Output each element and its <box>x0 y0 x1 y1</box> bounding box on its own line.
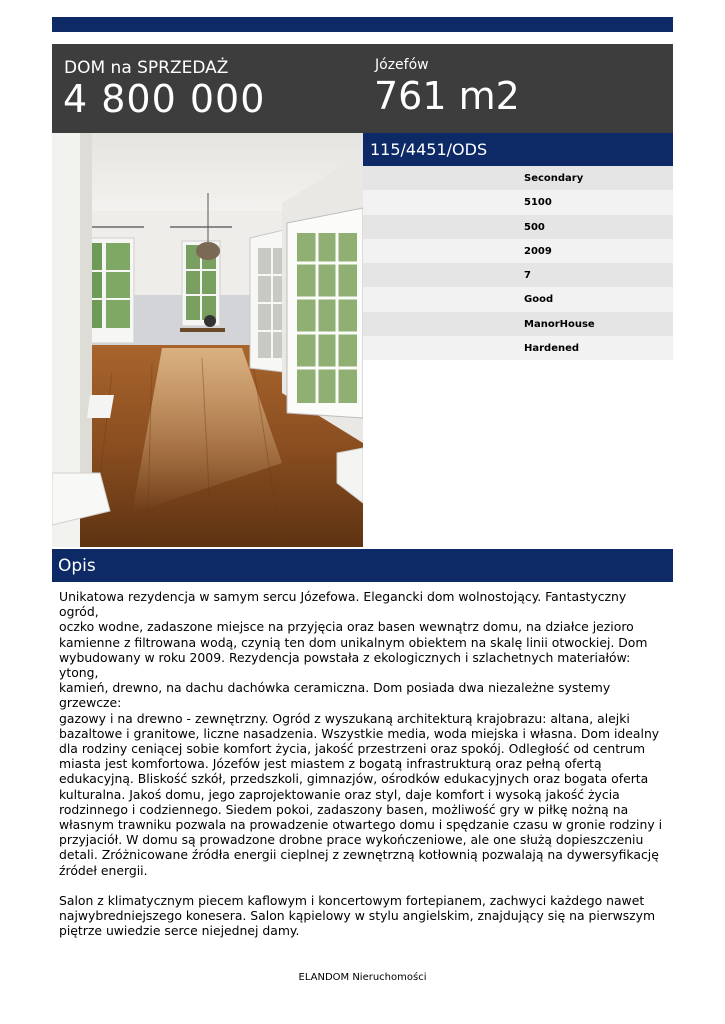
description-body <box>59 589 669 954</box>
attribute-value: 500 <box>524 221 545 233</box>
listing-type: DOM na SPRZEDAŻ <box>64 58 229 78</box>
attribute-value: Good <box>524 294 554 306</box>
footer-agency: ELANDOM Nieruchomości <box>298 972 427 983</box>
listing-area: 761 m2 <box>374 74 520 118</box>
description-paragraph: Unikatowa rezydencja w samym sercu Józefowa. Elegancki dom wolnostojący. Fantastyczny ogród, oczko wodne, zadaszone miejsce na przyjęcia oraz basen wewnątrz domu, na działce jezioro kamienne z filtrowana wodą, czynią ten dom unikalnym obiektem na skalę linii otwockiej. Dom wybudowany w roku 2009. Rezydencja powstała z ekologicznych i szlachetnych materiałów: ytong, kamień, drewno, na dachu dachówka ceramiczna. Dom posiada dwa niezależne systemy grzewcze: gazowy i na drewno - zewnętrzny. Ogród z wyszukaną architekturą krajobrazu: altana, alejki bazaltowe i granitowe, liczne nasadzenia. Wszystkie media, woda miejska i własna. Dom idealny dla rodziny ceniącej sobie komfort życia, jakość przestrzeni oraz spokój. Odległość od centrum miasta jest komfortowa. Józefów jest miastem z bogatą infrastrukturą oraz pełną ofertą edukacyjną. Bliskość szkół, przedszkoli, gimnazjów, ośrodków edukacyjnych oraz bogata oferta kulturalna. Jakoś domu, jego zaprojektowanie oraz styl, daje komfort i wysoką jakość życia rodzinnego i codziennego. Siedem pokoi, zadaszony basen, możliwość gry w piłkę nożną na własnym trawniku pozwala na prowadzenie otwartego domu i spędzanie czasu w gronie rodziny i przyjaciół. W domu są prowadzone drobne prace wykończeniowe, ale one służą dopieszczeniu detali. Zróżnicowane źródła energii cieplnej z zewnętrzną kotłownią pozwalają na dywersyfikację źródeł energii. <box>59 589 663 878</box>
description-paragraph: Salon z klimatycznym piecem kaflowym i koncertowym fortepianem, zachwyci każdego nawet najwybredniejszego konesera. Salon kąpielowy w stylu angielskim, znajdujący się na pierwszym piętrze uwiedzie serce niejednej damy. <box>59 893 656 939</box>
attribute-row <box>363 336 673 360</box>
reference-bar <box>363 133 673 166</box>
description-heading: Opis <box>58 556 96 576</box>
top-accent-bar <box>52 17 673 32</box>
attribute-row <box>363 190 673 214</box>
listing-city: Józefów <box>375 57 429 73</box>
attribute-list <box>363 166 673 360</box>
attribute-row <box>363 263 673 287</box>
description-heading-bar <box>52 549 673 582</box>
attribute-value: 2009 <box>524 245 552 257</box>
attribute-row <box>363 312 673 336</box>
attribute-row <box>363 166 673 190</box>
attribute-row <box>363 239 673 263</box>
attribute-value: Secondary <box>524 173 584 184</box>
listing-header <box>52 44 673 133</box>
reference-number: 115/4451/ODS <box>370 140 488 159</box>
attribute-row <box>363 287 673 311</box>
property-photo <box>52 133 363 547</box>
attribute-value: ManorHouse <box>524 318 595 330</box>
attribute-row <box>363 215 673 239</box>
listing-price: 4 800 000 <box>63 77 266 121</box>
attribute-value: 5100 <box>524 197 552 209</box>
attribute-value: 7 <box>524 270 531 282</box>
attribute-value: Hardened <box>524 343 580 355</box>
